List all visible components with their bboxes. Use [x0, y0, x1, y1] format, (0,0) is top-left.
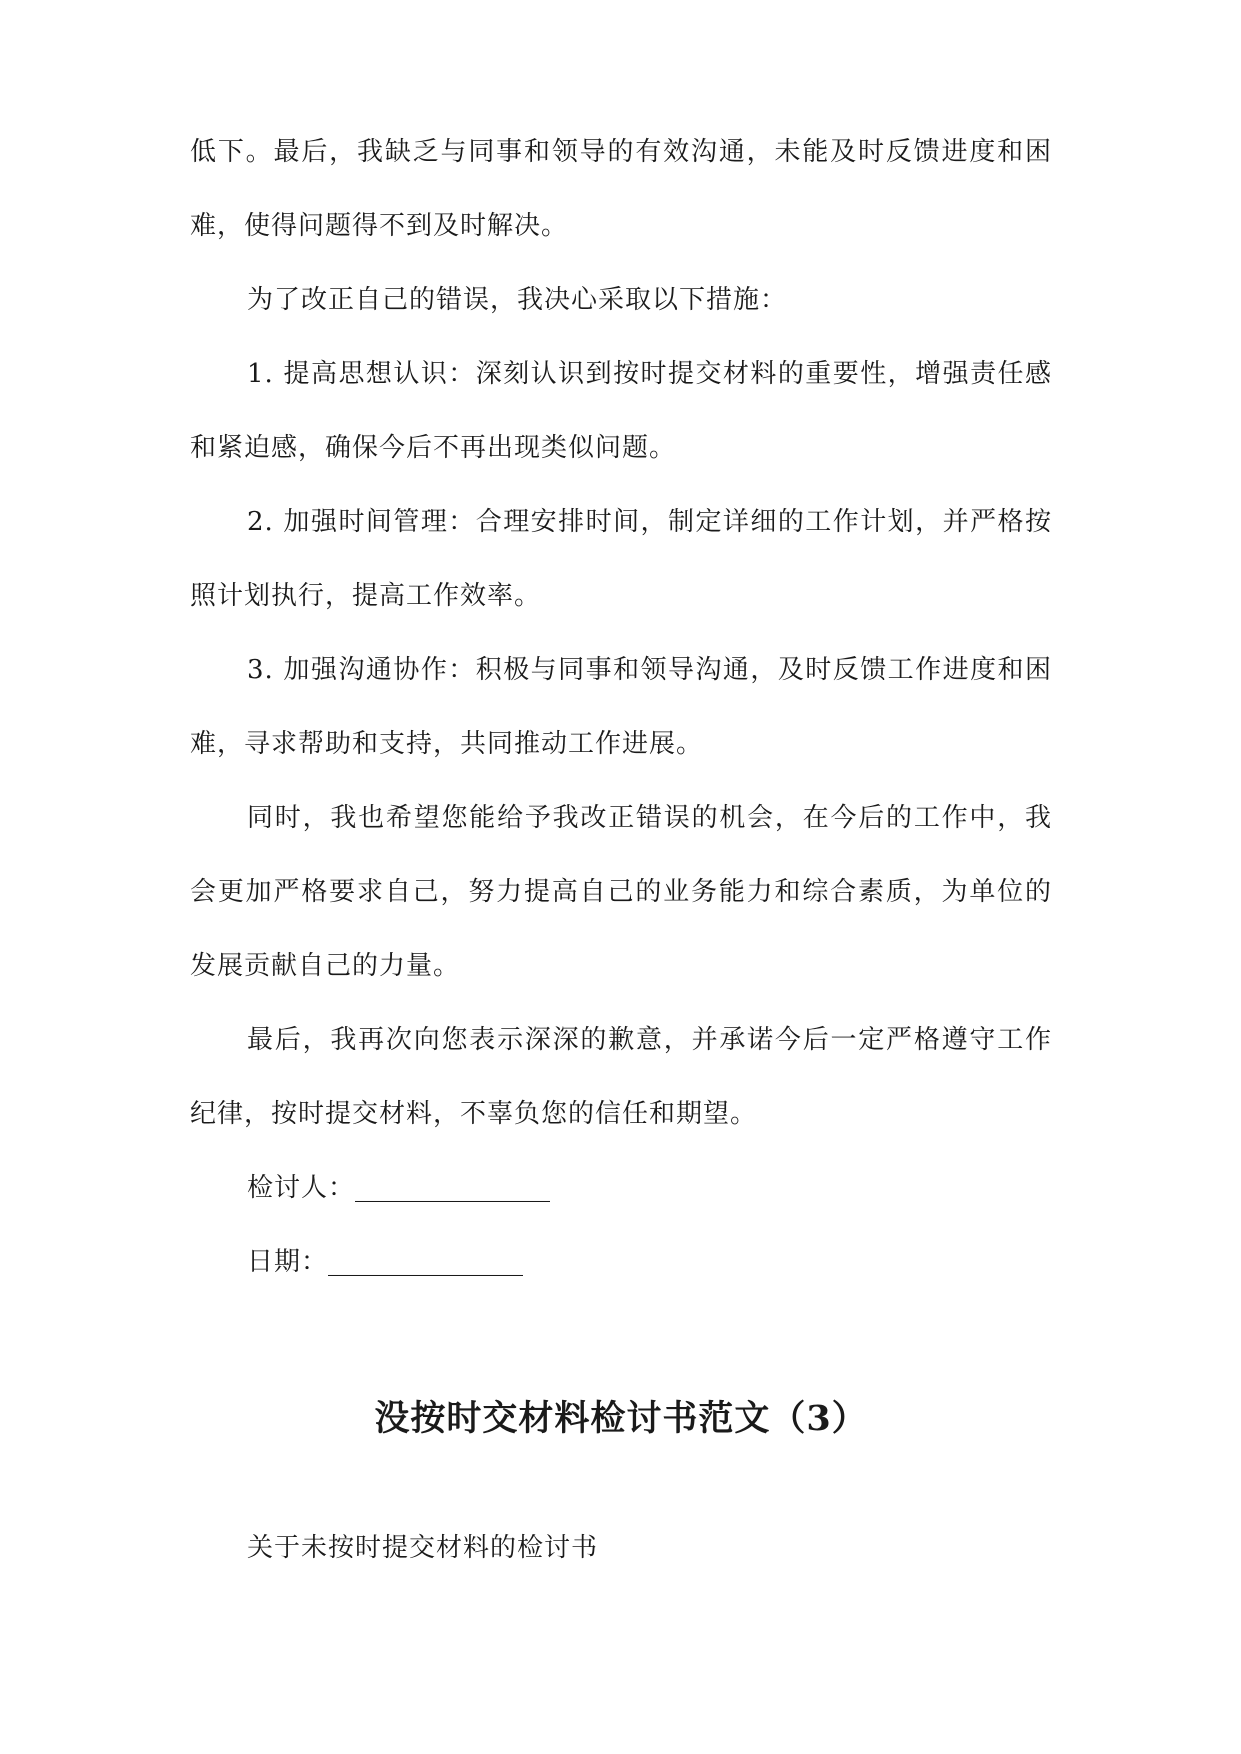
date-label: 日期：	[247, 1247, 329, 1277]
measure-3-paragraph: 3. 加强沟通协作：积极与同事和领导沟通，及时反馈工作进度和困难，寻求帮助和支持，共同推动工作进展。	[190, 655, 1052, 759]
date-line	[190, 1225, 1052, 1299]
signer-label: 检讨人：	[247, 1173, 356, 1203]
closing-paragraph: 最后，我再次向您表示深深的歉意，并承诺今后一定严格遵守工作纪律，按时提交材料，不辜负您的信任和期望。	[190, 1025, 1052, 1129]
date-blank: _______________	[328, 1247, 524, 1277]
measure-1-paragraph: 1. 提高思想认识：深刻认识到按时提交材料的重要性，增强责任感和紧迫感，确保今后不再出现类似问题。	[190, 359, 1052, 463]
continued-paragraph: 低下。最后，我缺乏与同事和领导的有效沟通，未能及时反馈进度和困难，使得问题得不到及时解决。	[190, 137, 1052, 241]
measure-2-paragraph: 2. 加强时间管理：合理安排时间，制定详细的工作计划，并严格按照计划执行，提高工作效率。	[190, 507, 1052, 611]
section-1-body	[190, 115, 1052, 1299]
measures-intro-paragraph: 为了改正自己的错误，我决心采取以下措施：	[247, 285, 788, 315]
signer-blank: _______________	[355, 1173, 551, 1203]
section-2-title: 没按时交材料检讨书范文（3）	[374, 1398, 868, 1439]
section-2-subtitle: 关于未按时提交材料的检讨书	[247, 1533, 599, 1563]
signer-line	[190, 1151, 1052, 1225]
hope-paragraph: 同时，我也希望您能给予我改正错误的机会，在今后的工作中，我会更加严格要求自己，努力提高自己的业务能力和综合素质，为单位的发展贡献自己的力量。	[190, 803, 1052, 981]
section-2-body	[190, 1511, 1052, 1585]
